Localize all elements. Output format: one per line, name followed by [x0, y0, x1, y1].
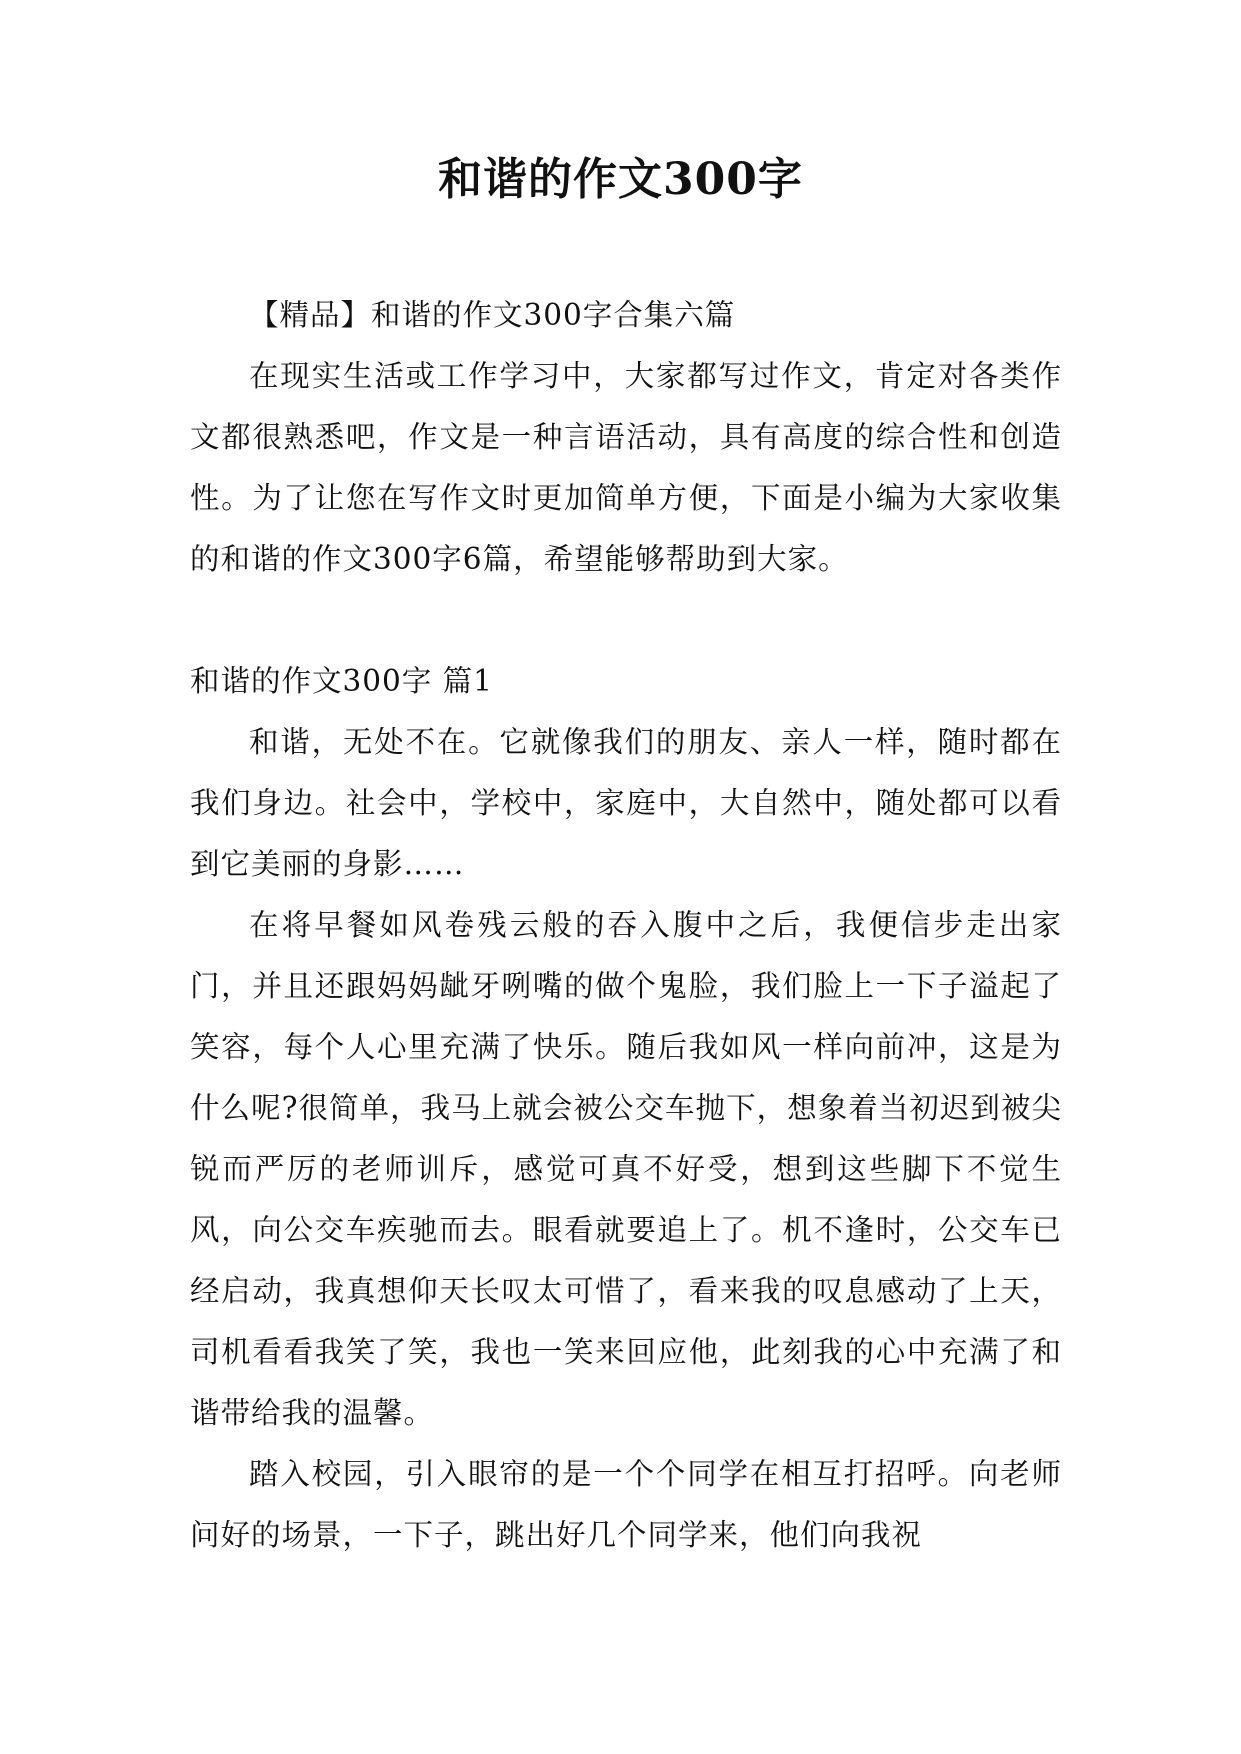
document-body [190, 285, 1062, 1566]
body-paragraph-3: 踏入校园，引入眼帘的是一个个同学在相互打招呼。向老师问好的场景，一下子，跳出好几个同学来，他们向我祝 [190, 1457, 1062, 1552]
body-paragraph-2: 在将早餐如风卷残云般的吞入腹中之后，我便信步走出家门，并且还跟妈妈龇牙咧嘴的做个鬼脸，我们脸上一下子溢起了笑容，每个人心里充满了快乐。随后我如风一样向前冲，这是为什么呢?很简单，我马上就会被公交车抛下，想象着当初迟到被尖锐而严厉的老师训斥，感觉可真不好受，想到这些脚下不觉生风，向公交车疾驰而去。眼看就要追上了。机不逢时，公交车已经启动，我真想仰天长叹太可惜了，看来我的叹息感动了上天，司机看看我笑了笑，我也一笑来回应他，此刻我的心中充满了和谐带给我的温馨。 [190, 908, 1062, 1430]
document-subtitle: 【精品】和谐的作文300字合集六篇 [249, 298, 736, 332]
body-paragraph-1: 和谐，无处不在。它就像我们的朋友、亲人一样，随时都在我们身边。社会中，学校中，家庭中，大自然中，随处都可以看到它美丽的身影…… [190, 725, 1062, 881]
section-title: 和谐的作文300字 篇1 [190, 664, 493, 698]
intro-paragraph: 在现实生活或工作学习中，大家都写过作文，肯定对各类作文都很熟悉吧，作文是一种言语活动，具有高度的综合性和创造性。为了让您在写作文时更加简单方便，下面是小编为大家收集的和谐的作文300字6篇，希望能够帮助到大家。 [190, 359, 1062, 576]
document-title: 和谐的作文300字 [438, 154, 803, 205]
